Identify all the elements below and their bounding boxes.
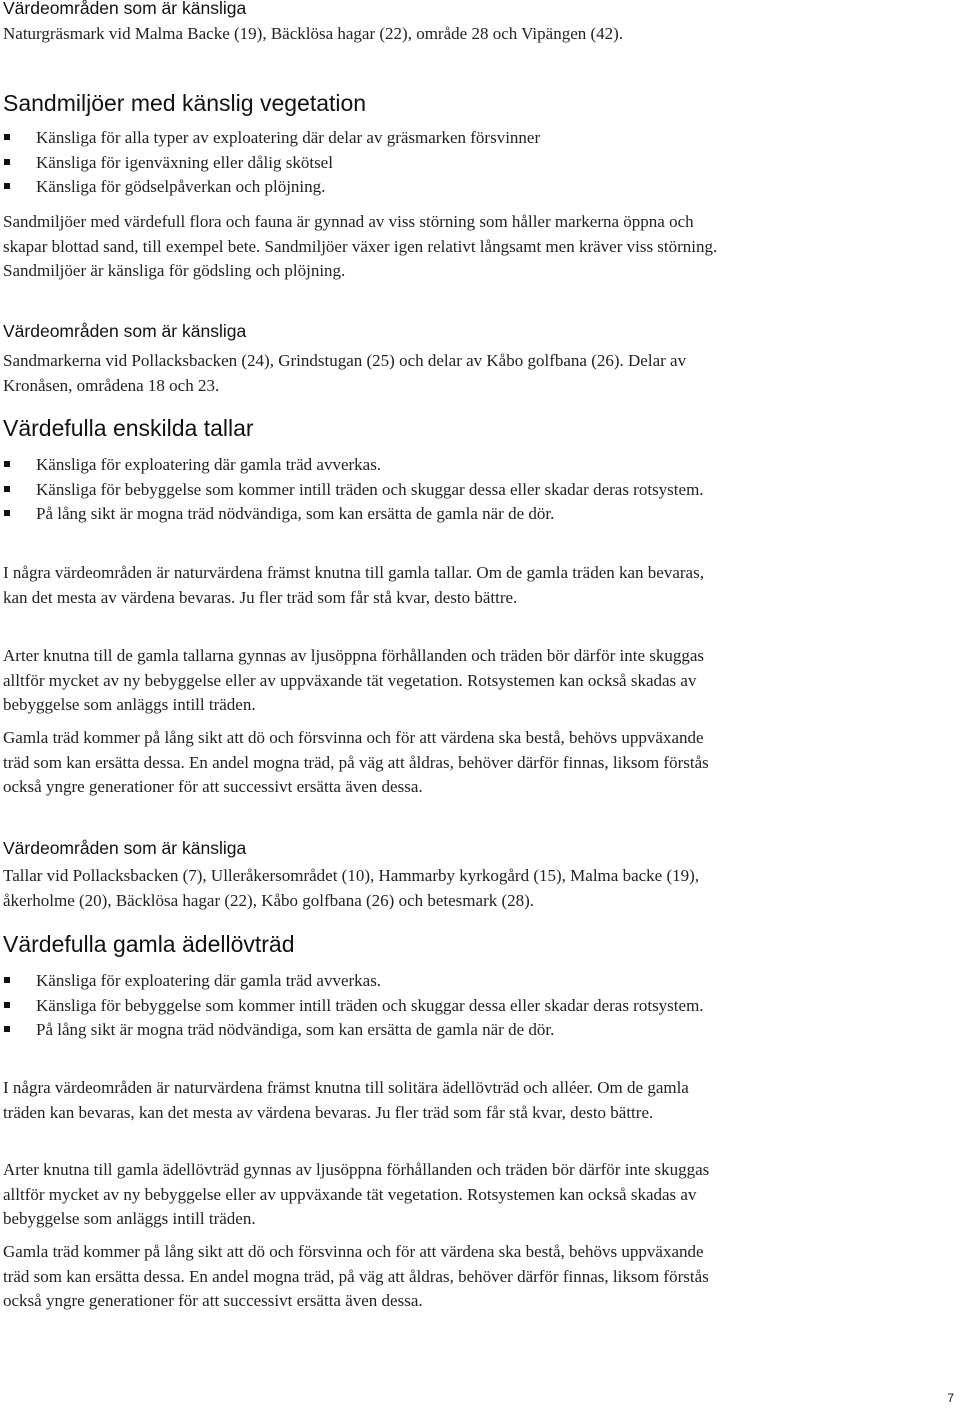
paragraph-pines-3: Gamla träd kommer på lång sikt att dö och försvinna och för att värdena ska bestå, behövs uppväxande träd som kan ersätta dessa. En andel mogna träd, på väg att åldras, behöver därför finnas, liksom förstås också yngre generationer för att successivt ersätta även dessa. [3,728,709,796]
heading-valuable-broadleaf-trees: Värdefulla gamla ädellövträd [3,931,295,957]
subheading-sensitive-areas: Värdeområden som är känsliga [3,838,247,858]
paragraph-sensitive-areas: Naturgräsmark vid Malma Backe (19), Bäcklösa hagar (22), område 28 och Vipängen (42). [3,24,624,43]
paragraph-pines-2: Arter knutna till de gamla tallarna gynnas av ljusöppna förhållanden och träden bör därför inte skuggas alltför mycket av ny bebyggelse eller av uppväxande tät vegetation. Rotsystemen kan också skadas av bebyggelse som anläggs intill träden. [3,646,705,714]
paragraph-broadleaf-1: I några värdeområden är naturvärdena främst knutna till solitära ädellövträd och alléer. Om de gamla träden kan bevaras, kan det mesta av värdena bevaras. Ju fler träd som får stå kvar, desto bättre. [3,1078,689,1122]
bullet-list-pines [3,453,723,527]
paragraph-pines-1: I några värdeområden är naturvärdena främst knutna till gamla tallar. Om de gamla träden kan bevaras, kan det mesta av värdena bevaras. Ju fler träd som får stå kvar, desto bättre. [3,563,704,607]
list-item: Känsliga för exploatering där gamla träd avverkas. [3,969,723,994]
heading-sand-environments: Sandmiljöer med känslig vegetation [3,90,367,116]
page-number: 7 [947,1391,954,1405]
paragraph-pines-areas: Tallar vid Pollacksbacken (7), Ulleråkersområdet (10), Hammarby kyrkogård (15), Malma backe (19), åkerholme (20), Bäcklösa hagar (22), Kåbo golfbana (26) och betesmark (28). [3,866,700,910]
list-item: På lång sikt är mogna träd nödvändiga, som kan ersätta de gamla när de dör. [3,502,723,527]
list-item: Känsliga för bebyggelse som kommer intill träden och skuggar dessa eller skadar deras rotsystem. [3,478,723,503]
list-item: Känsliga för gödselpåverkan och plöjning. [3,175,723,200]
list-item: Känsliga för bebyggelse som kommer intill träden och skuggar dessa eller skadar deras rotsystem. [3,994,723,1019]
list-item: Känsliga för exploatering där gamla träd avverkas. [3,453,723,478]
paragraph-broadleaf-3: Gamla träd kommer på lång sikt att dö och försvinna och för att värdena ska bestå, behövs uppväxande träd som kan ersätta dessa. En andel mogna träd, på väg att åldras, behöver därför finnas, liksom förstås också yngre generationer för att successivt ersätta även dessa. [3,1242,709,1310]
bullet-list-sand [3,126,723,200]
paragraph-sand-description: Sandmiljöer med värdefull flora och fauna är gynnad av viss störning som håller markerna öppna och skapar blottad sand, till exempel bete. Sandmiljöer växer igen relativt långsamt men kräver viss störning. Sandmiljöer är känsliga för gödsling och plöjning. [3,212,718,280]
subheading-sensitive-areas: Värdeområden som är känsliga [3,321,247,341]
paragraph-sand-areas: Sandmarkerna vid Pollacksbacken (24), Grindstugan (25) och delar av Kåbo golfbana (26). Delar av Kronåsen, områdena 18 och 23. [3,351,687,395]
paragraph-broadleaf-2: Arter knutna till gamla ädellövträd gynnas av ljusöppna förhållanden och träden bör därför inte skuggas alltför mycket av ny bebyggelse eller av uppväxande tät vegetation. Rotsystemen kan också skadas av bebyggelse som anläggs intill träden. [3,1160,710,1228]
list-item: Känsliga för alla typer av exploatering där delar av gräsmarken försvinner [3,126,723,151]
heading-valuable-pines: Värdefulla enskilda tallar [3,415,254,441]
subheading-sensitive-areas: Värdeområden som är känsliga [3,0,247,18]
bullet-list-broadleaf [3,969,723,1043]
list-item: Känsliga för igenväxning eller dålig skötsel [3,151,723,176]
list-item: På lång sikt är mogna träd nödvändiga, som kan ersätta de gamla när de dör. [3,1018,723,1043]
